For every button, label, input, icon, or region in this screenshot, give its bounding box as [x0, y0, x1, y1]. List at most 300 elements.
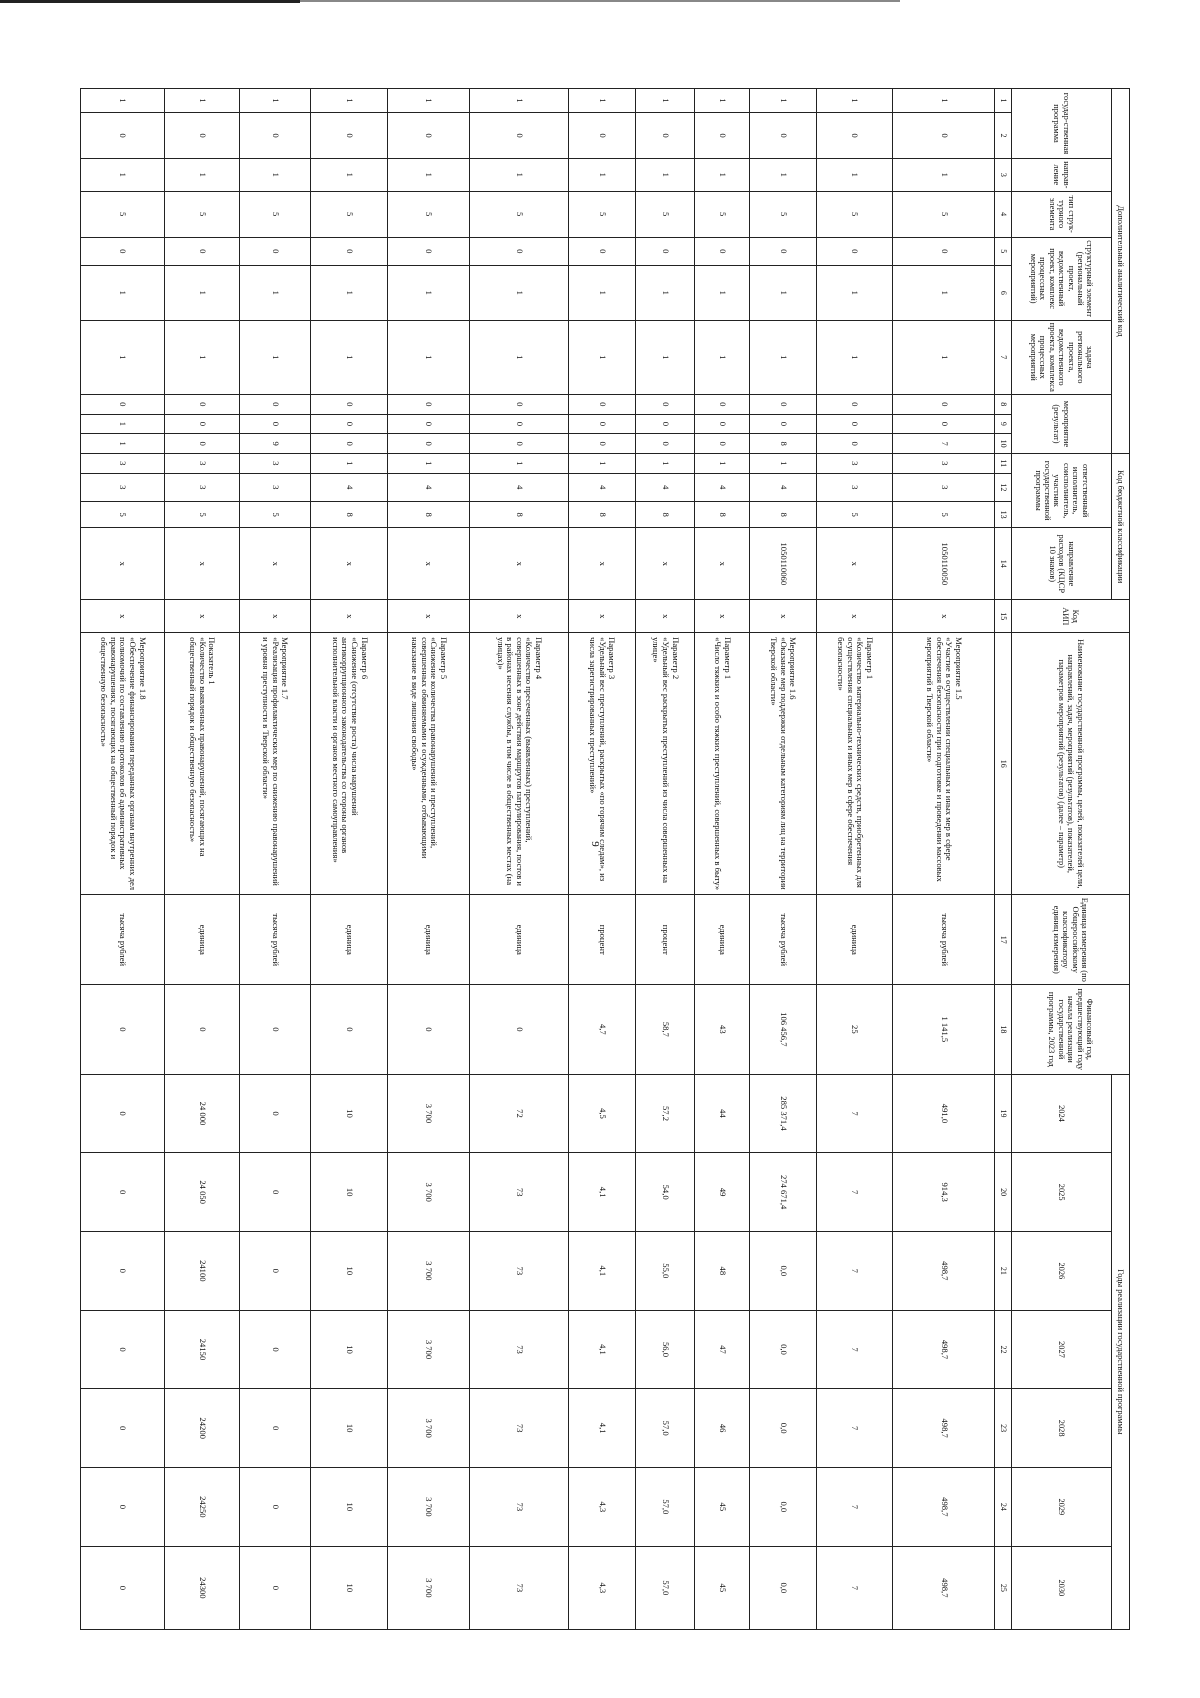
code-cell: 1	[893, 266, 995, 321]
code-cell: 1	[165, 266, 239, 321]
unit-cell: тысяча рублей	[749, 895, 816, 985]
code-cell: 0	[388, 113, 470, 159]
item-text: «Количество материально-технических средств, приобретенных для осуществления специальных и иных мер в сфере обеспечения безопасности»	[835, 637, 866, 888]
year-value: 49	[695, 1153, 749, 1232]
year-value: 0	[81, 1153, 165, 1232]
unit-cell: единица	[165, 895, 239, 985]
year-value: 7	[816, 1310, 893, 1389]
code-cell: 1	[469, 453, 568, 473]
name-cell	[569, 633, 636, 895]
base-year-value: 58,7	[635, 985, 694, 1075]
code-cell: 0	[816, 394, 893, 414]
code-cell: 0	[635, 237, 694, 265]
year-value: 24300	[165, 1546, 239, 1629]
year-value: 491,0	[893, 1074, 995, 1153]
code-cell: 1	[816, 158, 893, 191]
year-value: 0,0	[749, 1389, 816, 1468]
year-value: 7	[816, 1389, 893, 1468]
code-cell: 3	[81, 453, 165, 473]
year-value: 72	[469, 1074, 568, 1153]
year-value: 498,7	[893, 1231, 995, 1310]
year-value: 3 700	[388, 1546, 470, 1629]
header-year-2026: 2026	[1012, 1231, 1112, 1310]
header-year-2024: 2024	[1012, 1074, 1112, 1153]
column-number: 14	[995, 528, 1012, 600]
year-value: 285 371,4	[749, 1074, 816, 1153]
code-cell: 0	[695, 237, 749, 265]
code-cell: 4	[469, 473, 568, 501]
aip-cell: x	[749, 600, 816, 633]
code-cell: 5	[469, 191, 568, 237]
code-cell: 0	[388, 414, 470, 434]
code-cell: 3	[893, 473, 995, 501]
item-text: «Оказание мер поддержки отдельным категориям лиц на территории Тверской области»	[768, 637, 789, 890]
code-cell: 0	[893, 414, 995, 434]
code-cell: 3	[816, 453, 893, 473]
item-title: Мероприятие 1.5	[953, 637, 964, 700]
item-title: Мероприятие 1.6	[788, 637, 799, 700]
code-cell: 1	[469, 320, 568, 394]
item-text: «Снижение количества правонарушений и преступлений, совершенных обвиняемыми и осужденными, отбывающими наказание в виде лишения свободы»	[409, 637, 440, 859]
year-value: 73	[469, 1468, 568, 1547]
kcsr-cell: x	[569, 528, 636, 600]
code-cell: 0	[749, 113, 816, 159]
column-number: 12	[995, 473, 1012, 501]
code-cell: 1	[81, 434, 165, 454]
code-cell: 5	[81, 191, 165, 237]
code-cell: 1	[165, 158, 239, 191]
table-row	[165, 89, 239, 1630]
year-value: 274 671,4	[749, 1153, 816, 1232]
code-cell: 5	[816, 502, 893, 528]
code-cell: 1	[165, 89, 239, 113]
year-value: 45	[695, 1546, 749, 1629]
year-value: 57,0	[635, 1468, 694, 1547]
year-value: 24 000	[165, 1074, 239, 1153]
year-value: 3 700	[388, 1074, 470, 1153]
aip-cell: x	[239, 600, 311, 633]
table-body	[81, 89, 995, 1630]
year-value: 0	[239, 1468, 311, 1547]
year-value: 73	[469, 1231, 568, 1310]
code-cell: 5	[239, 191, 311, 237]
table-row	[695, 89, 749, 1630]
column-number: 1	[995, 89, 1012, 113]
code-cell: 1	[388, 320, 470, 394]
column-number: 17	[995, 895, 1012, 985]
code-cell: 1	[695, 266, 749, 321]
code-cell: 1	[311, 320, 388, 394]
header-event: мероприятие (результат)	[1012, 394, 1112, 453]
code-cell: 5	[569, 191, 636, 237]
kcsr-cell: x	[469, 528, 568, 600]
page-number: 9	[588, 841, 601, 847]
name-cell	[388, 633, 470, 895]
code-cell: 0	[165, 434, 239, 454]
column-number: 16	[995, 633, 1012, 895]
code-cell: 8	[311, 502, 388, 528]
column-number: 2	[995, 113, 1012, 159]
header-aip-code: Код АИП	[1012, 600, 1130, 633]
year-value: 0	[81, 1231, 165, 1310]
base-year-value: 43	[695, 985, 749, 1075]
code-cell: 1	[388, 158, 470, 191]
year-value: 24200	[165, 1389, 239, 1468]
year-value: 46	[695, 1389, 749, 1468]
code-cell: 8	[749, 502, 816, 528]
code-cell: 0	[165, 414, 239, 434]
table-row	[569, 89, 636, 1630]
unit-cell: единица	[695, 895, 749, 985]
base-year-value: 1 141,5	[893, 985, 995, 1075]
item-title: Параметр 1	[722, 637, 733, 680]
item-title: Параметр 1	[864, 637, 875, 680]
code-cell: 0	[695, 394, 749, 414]
header-year-2028: 2028	[1012, 1389, 1112, 1468]
code-cell: 0	[388, 237, 470, 265]
aip-cell: x	[695, 600, 749, 633]
year-value: 7	[816, 1231, 893, 1310]
year-value: 0	[239, 1231, 311, 1310]
item-text: «Количество пресеченных (выявленных) преступлений, совершенных в зоне действия маршрутов патрулирования, постов и в районах несения службы, в том числе в общественных местах (на улицах)»	[495, 637, 535, 887]
code-cell: 1	[816, 89, 893, 113]
code-cell: 0	[695, 414, 749, 434]
item-title: Параметр 3	[607, 637, 618, 680]
header-budget-code: Код бюджетной классификации	[1112, 453, 1130, 599]
code-cell: 0	[469, 237, 568, 265]
kcsr-cell: x	[311, 528, 388, 600]
code-cell: 1	[635, 89, 694, 113]
aip-cell: x	[893, 600, 995, 633]
kcsr-cell: x	[695, 528, 749, 600]
kcsr-cell: x	[165, 528, 239, 600]
table-row	[81, 89, 165, 1630]
name-cell	[239, 633, 311, 895]
code-cell: 1	[893, 89, 995, 113]
code-cell: 0	[749, 394, 816, 414]
code-cell: 0	[569, 414, 636, 434]
year-value: 54,0	[635, 1153, 694, 1232]
year-value: 0	[239, 1310, 311, 1389]
unit-cell: единица	[816, 895, 893, 985]
code-cell: 1	[311, 158, 388, 191]
item-title: Показатель 1	[207, 637, 218, 685]
table-row	[893, 89, 995, 1630]
aip-cell: x	[81, 600, 165, 633]
code-cell: 1	[749, 320, 816, 394]
kcsr-cell: x	[635, 528, 694, 600]
column-number: 22	[995, 1310, 1012, 1389]
year-value: 0	[81, 1546, 165, 1629]
name-cell	[81, 633, 165, 895]
column-number: 20	[995, 1153, 1012, 1232]
column-number: 19	[995, 1074, 1012, 1153]
year-value: 3 700	[388, 1231, 470, 1310]
code-cell: 1	[239, 320, 311, 394]
header-name: Наименование государственной программы, целей, показателей цели, направлений, задач, мероприятий (результатов), показателей, параметров мероприятий (результатов) (далее – параметр)	[1012, 633, 1130, 895]
name-cell	[893, 633, 995, 895]
code-cell: 3	[893, 453, 995, 473]
column-number: 24	[995, 1468, 1012, 1547]
aip-cell: x	[635, 600, 694, 633]
code-cell: 0	[311, 414, 388, 434]
table-row	[239, 89, 311, 1630]
code-cell: 0	[469, 113, 568, 159]
item-text: «Число тяжких и особо тяжких преступлений, совершенных в быту»	[713, 637, 724, 891]
year-value: 4,1	[569, 1153, 636, 1232]
year-value: 4,1	[569, 1231, 636, 1310]
code-cell: 8	[569, 502, 636, 528]
code-cell: 0	[695, 434, 749, 454]
code-cell: 1	[816, 266, 893, 321]
name-cell	[635, 633, 694, 895]
year-value: 57,0	[635, 1389, 694, 1468]
year-value: 4,3	[569, 1546, 636, 1629]
header-task: задача регионального проекта, ведомственного проекта, комплекса процессных мероприятий	[1012, 320, 1112, 394]
code-cell: 4	[569, 473, 636, 501]
kcsr-cell: x	[388, 528, 470, 600]
year-value: 7	[816, 1546, 893, 1629]
header-additional-code: Дополнительный аналитический код	[1112, 89, 1130, 454]
code-cell: 1	[569, 320, 636, 394]
item-text: «Снижение (отсутствие роста) числа нарушений антикоррупционного законодательства со стороны органов исполнительной власти и органов местного самоуправления»	[330, 637, 360, 863]
code-cell: 5	[165, 191, 239, 237]
item-title: Параметр 6	[359, 637, 370, 680]
item-text: «Удельный вес раскрытых преступлений из числа совершенных на улице»	[651, 637, 671, 883]
code-cell: 0	[816, 414, 893, 434]
kcsr-cell: 1050110050	[893, 528, 995, 600]
year-value: 0	[81, 1074, 165, 1153]
year-value: 24100	[165, 1231, 239, 1310]
header-element-type: тип струк-турного элемента	[1012, 191, 1112, 237]
code-cell: 0	[893, 113, 995, 159]
code-cell: 1	[311, 89, 388, 113]
code-cell: 1	[569, 89, 636, 113]
code-cell: 0	[569, 113, 636, 159]
code-cell: 0	[749, 414, 816, 434]
year-value: 10	[311, 1546, 388, 1629]
year-value: 10	[311, 1074, 388, 1153]
code-cell: 1	[635, 158, 694, 191]
name-cell	[816, 633, 893, 895]
header-year-2029: 2029	[1012, 1468, 1112, 1547]
code-cell: 0	[816, 113, 893, 159]
kcsr-cell: x	[816, 528, 893, 600]
code-cell: 1	[569, 453, 636, 473]
code-cell: 1	[695, 89, 749, 113]
base-year-value: 106 456,7	[749, 985, 816, 1075]
code-cell: 1	[749, 453, 816, 473]
unit-cell: тысяча рублей	[81, 895, 165, 985]
year-value: 3 700	[388, 1389, 470, 1468]
code-cell: 1	[893, 158, 995, 191]
code-cell: 0	[635, 113, 694, 159]
year-value: 4,3	[569, 1468, 636, 1547]
code-cell: 0	[893, 394, 995, 414]
year-value: 0	[81, 1310, 165, 1389]
column-number: 6	[995, 266, 1012, 321]
year-value: 10	[311, 1468, 388, 1547]
code-cell: 0	[749, 237, 816, 265]
code-cell: 5	[893, 502, 995, 528]
code-cell: 8	[635, 502, 694, 528]
header-base-year: Финансовый год, предшествующий году начала реализации государственной программы, 2023 год	[1012, 985, 1130, 1075]
code-cell: 1	[749, 158, 816, 191]
item-text: «Количество выявленных правонарушений, посягающих на общественный порядок и общественную безопасность»	[188, 637, 208, 857]
base-year-value: 0	[81, 985, 165, 1075]
table-row	[816, 89, 893, 1630]
code-cell: 8	[469, 502, 568, 528]
base-year-value: 0	[311, 985, 388, 1075]
header-year-2025: 2025	[1012, 1153, 1112, 1232]
table-row	[635, 89, 694, 1630]
code-cell: 0	[469, 434, 568, 454]
code-cell: 0	[239, 237, 311, 265]
base-year-value: 0	[469, 985, 568, 1075]
code-cell: 0	[165, 113, 239, 159]
column-number: 23	[995, 1389, 1012, 1468]
code-cell: 1	[311, 453, 388, 473]
code-cell: 8	[749, 434, 816, 454]
year-value: 56,0	[635, 1310, 694, 1389]
column-number: 18	[995, 985, 1012, 1075]
year-value: 10	[311, 1231, 388, 1310]
column-number-row	[995, 89, 1012, 1630]
column-number: 11	[995, 453, 1012, 473]
code-cell: 0	[165, 237, 239, 265]
header-structural-element: структурный элемент (региональный проект, ведомственный проект, комплекс процессных мероприятий)	[1012, 237, 1112, 320]
code-cell: 1	[469, 266, 568, 321]
year-value: 44	[695, 1074, 749, 1153]
code-cell: 0	[695, 113, 749, 159]
code-cell: 0	[635, 414, 694, 434]
code-cell: 0	[388, 434, 470, 454]
code-cell: 5	[749, 191, 816, 237]
column-number: 7	[995, 320, 1012, 394]
code-cell: 1	[81, 89, 165, 113]
top-edge-line	[0, 0, 300, 3]
column-number: 8	[995, 394, 1012, 414]
name-cell	[749, 633, 816, 895]
item-title: Параметр 4	[534, 637, 545, 680]
year-value: 498,7	[893, 1389, 995, 1468]
code-cell: 4	[311, 473, 388, 501]
table-row	[311, 89, 388, 1630]
kcsr-cell: 1050110060	[749, 528, 816, 600]
code-cell: 3	[816, 473, 893, 501]
year-value: 24 050	[165, 1153, 239, 1232]
top-edge-line-faint	[300, 0, 900, 2]
name-cell	[165, 633, 239, 895]
unit-cell: тысяча рублей	[239, 895, 311, 985]
column-number: 10	[995, 434, 1012, 454]
code-cell: 3	[165, 473, 239, 501]
code-cell: 0	[311, 394, 388, 414]
header-year-2027: 2027	[1012, 1310, 1112, 1389]
year-value: 57,2	[635, 1074, 694, 1153]
year-value: 0	[239, 1389, 311, 1468]
code-cell: 0	[388, 394, 470, 414]
unit-cell: тысяча рублей	[893, 895, 995, 985]
code-cell: 5	[388, 191, 470, 237]
name-cell	[469, 633, 568, 895]
year-value: 10	[311, 1389, 388, 1468]
code-cell: 0	[311, 434, 388, 454]
year-value: 0,0	[749, 1231, 816, 1310]
code-cell: 1	[569, 158, 636, 191]
year-value: 24150	[165, 1310, 239, 1389]
aip-cell: x	[388, 600, 470, 633]
year-value: 3 700	[388, 1153, 470, 1232]
code-cell: 7	[893, 434, 995, 454]
unit-cell: единица	[311, 895, 388, 985]
year-value: 7	[816, 1468, 893, 1547]
year-value: 3 700	[388, 1468, 470, 1547]
code-cell: 0	[816, 434, 893, 454]
code-cell: 8	[695, 502, 749, 528]
code-cell: 5	[81, 502, 165, 528]
code-cell: 0	[239, 414, 311, 434]
header-expense-direction: направление расходов (КЦСР 10 знаков)	[1012, 528, 1112, 600]
code-cell: 3	[239, 473, 311, 501]
unit-cell: процент	[569, 895, 636, 985]
code-cell: 0	[165, 394, 239, 414]
column-number: 13	[995, 502, 1012, 528]
code-cell: 0	[311, 237, 388, 265]
code-cell: 5	[311, 191, 388, 237]
code-cell: 0	[816, 237, 893, 265]
column-number: 4	[995, 191, 1012, 237]
year-value: 4,1	[569, 1310, 636, 1389]
code-cell: 0	[635, 394, 694, 414]
kcsr-cell: x	[81, 528, 165, 600]
item-text: «Участие в осуществлении специальных и иных мер в сфере обеспечения безопасности при подготовке и проведении массовых мероприятий в Тверской области»	[925, 637, 955, 882]
year-value: 3 700	[388, 1310, 470, 1389]
code-cell: 0	[81, 237, 165, 265]
year-value: 57,0	[635, 1546, 694, 1629]
aip-cell: x	[469, 600, 568, 633]
code-cell: 1	[239, 158, 311, 191]
name-cell	[311, 633, 388, 895]
item-title: Мероприятие 1.7	[280, 637, 291, 700]
code-cell: 4	[749, 473, 816, 501]
table-row	[388, 89, 470, 1630]
code-cell: 1	[749, 89, 816, 113]
year-value: 10	[311, 1310, 388, 1389]
year-value: 498,7	[893, 1310, 995, 1389]
code-cell: 0	[81, 113, 165, 159]
code-cell: 1	[635, 320, 694, 394]
column-number: 15	[995, 600, 1012, 633]
year-value: 914,3	[893, 1153, 995, 1232]
code-cell: 0	[239, 113, 311, 159]
base-year-value: 4,7	[569, 985, 636, 1075]
code-cell: 1	[388, 453, 470, 473]
code-cell: 1	[239, 89, 311, 113]
header-year-2030: 2030	[1012, 1546, 1112, 1629]
year-value: 45	[695, 1468, 749, 1547]
aip-cell: x	[569, 600, 636, 633]
year-value: 73	[469, 1310, 568, 1389]
year-value: 7	[816, 1153, 893, 1232]
item-text: «Реализация профилактических мер по снижению правонарушений и уровня преступности в Тверской области»	[261, 637, 281, 886]
code-cell: 1	[165, 320, 239, 394]
code-cell: 1	[81, 158, 165, 191]
code-cell: 1	[635, 266, 694, 321]
aip-cell: x	[816, 600, 893, 633]
code-cell: 1	[816, 320, 893, 394]
year-value: 73	[469, 1153, 568, 1232]
